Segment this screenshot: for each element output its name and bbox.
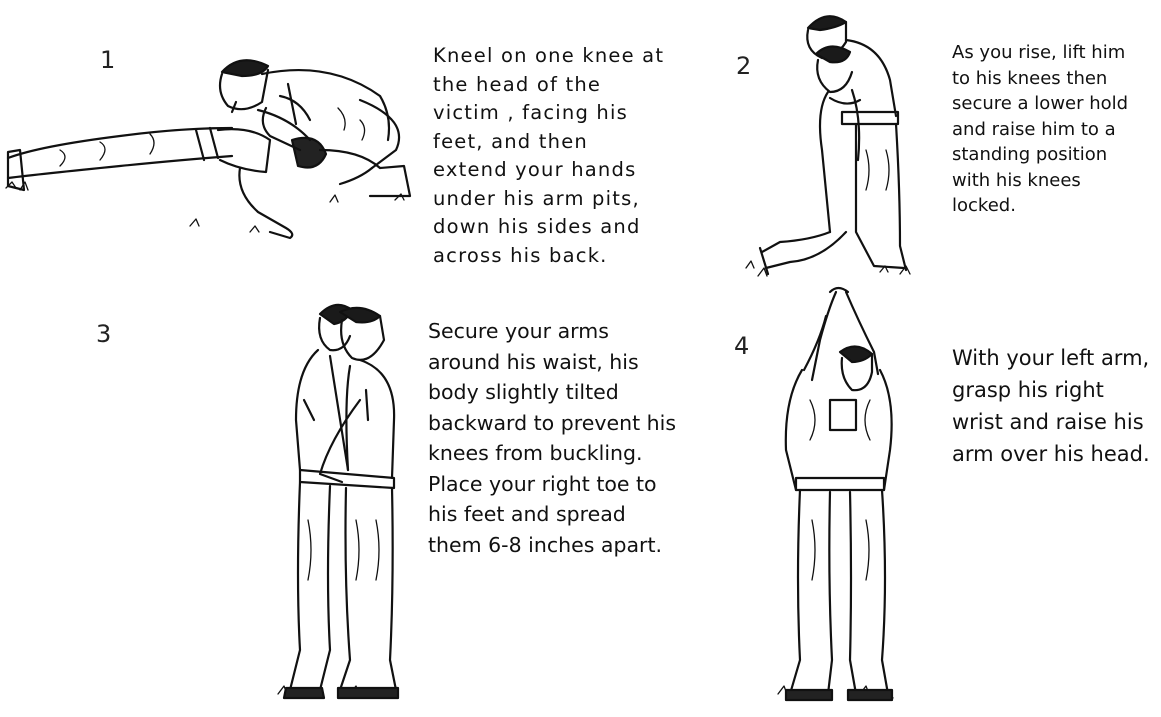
step-instructions: With your left arm, grasp his right wrist and raise his arm over his head. — [952, 346, 1150, 466]
step-number: 4 — [734, 332, 750, 360]
step-number: 1 — [100, 46, 116, 74]
step-number: 3 — [96, 320, 112, 348]
step-number: 2 — [736, 52, 752, 80]
step-instructions: As you rise, lift him to his knees then secure a lower hold and raise him to a standing position with his knees locked. — [952, 42, 1129, 216]
step-instructions: Kneel on one knee at the head of the victim , facing his feet, and then extend your hands under his arm pits, down his sides and across his back. — [433, 44, 665, 267]
step-instructions: Secure your arms around his waist, his body slightly tilted backward to prevent his knees from buckling. Place your right toe to his feet and spread them 6-8 inches apart. — [428, 319, 677, 557]
